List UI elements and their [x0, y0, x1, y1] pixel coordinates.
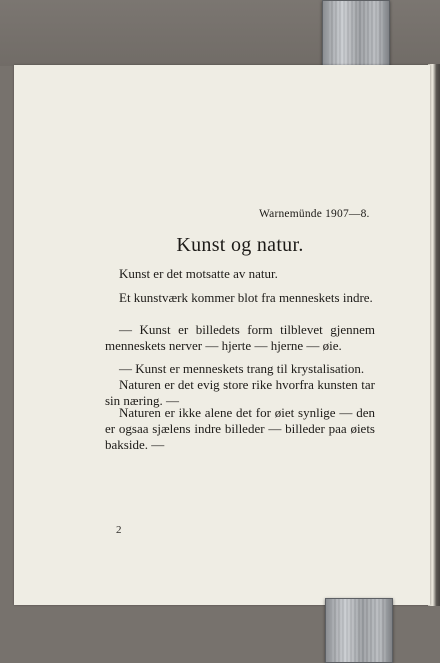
paragraph-1: Kunst er det motsatte av natur. [119, 266, 278, 281]
paragraph-6: Naturen er ikke alene det for øiet synlige — den er ogsaa sjælens indre billeder — billeder paa øiets bakside. — [105, 405, 375, 452]
paragraph-2: Et kunstværk kommer blot fra menneskets indre. [119, 290, 373, 305]
binder-clip-top [322, 0, 390, 74]
paragraph-3: — Kunst er billedets form tilblevet gjennem menneskets nerver — hjerte — hjerne — øie. [105, 322, 375, 353]
page-title: Kunst og natur. [176, 234, 304, 256]
page-number: 2 [116, 524, 122, 536]
binder-clip-bottom [325, 598, 393, 663]
paragraph-5: Naturen er det evig store rike hvorfra kunsten tar sin næring. — [105, 377, 375, 408]
place-date: Warnemünde 1907—8. [259, 208, 370, 220]
paragraph-4: — Kunst er menneskets trang til krystalisation. [119, 361, 365, 376]
